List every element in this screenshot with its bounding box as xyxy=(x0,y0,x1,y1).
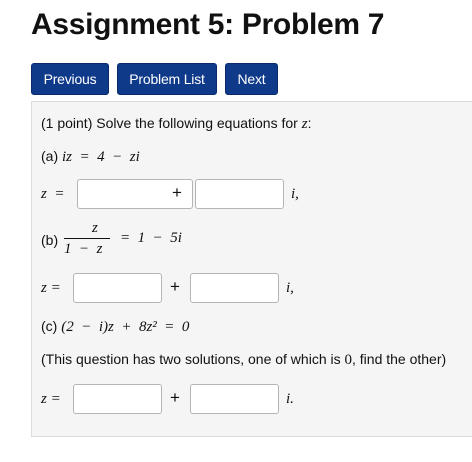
answer-c-plus: + xyxy=(170,388,180,407)
part-c-equation: (2 − i)z + 8z² = 0 xyxy=(61,319,190,335)
part-a-label: (a) xyxy=(41,148,59,164)
answer-a-plus: + xyxy=(172,183,182,202)
problem-intro xyxy=(41,115,311,133)
part-b-numerator: z xyxy=(92,220,98,236)
answer-a-lhs: z = xyxy=(41,186,65,202)
part-b-fraction-bar xyxy=(64,238,110,239)
part-b-label: (b) xyxy=(41,232,59,248)
part-c-note-prefix: (This question has two solutions, one of which is xyxy=(41,351,345,367)
part-c-note xyxy=(41,351,446,369)
answer-c-suffix: i. xyxy=(286,391,294,407)
part-a-statement xyxy=(41,148,140,166)
intro-variable: z xyxy=(301,116,308,132)
answer-a-imag-input[interactable] xyxy=(195,179,284,209)
intro-text: (1 point) Solve the following equations for xyxy=(41,115,302,131)
part-c-statement xyxy=(41,318,189,336)
part-c-note-zero: 0 xyxy=(344,352,352,368)
answer-b-lhs: z = xyxy=(41,280,61,296)
previous-button[interactable]: Previous xyxy=(31,63,109,95)
next-button[interactable]: Next xyxy=(225,63,278,95)
answer-c-imag-input[interactable] xyxy=(190,384,279,414)
answer-b-suffix: i, xyxy=(286,280,294,296)
answer-b-plus: + xyxy=(170,277,180,296)
answer-b-imag-input[interactable] xyxy=(190,273,279,303)
problem-list-button[interactable]: Problem List xyxy=(117,63,217,95)
problem-panel xyxy=(31,101,472,437)
part-a-equation: iz = 4 − zi xyxy=(62,149,140,165)
part-c-note-suffix: , find the other) xyxy=(352,351,447,367)
page-title: Assignment 5: Problem 7 xyxy=(31,8,385,41)
answer-c-lhs: z = xyxy=(41,391,61,407)
part-b-rhs: = 1 − 5i xyxy=(120,230,182,246)
answer-c-real-input[interactable] xyxy=(73,384,162,414)
part-c-label: (c) xyxy=(41,318,58,334)
intro-colon: : xyxy=(307,115,312,131)
part-b-denominator: 1 − z xyxy=(64,241,103,257)
answer-a-suffix: i, xyxy=(291,186,299,202)
answer-b-real-input[interactable] xyxy=(73,273,162,303)
